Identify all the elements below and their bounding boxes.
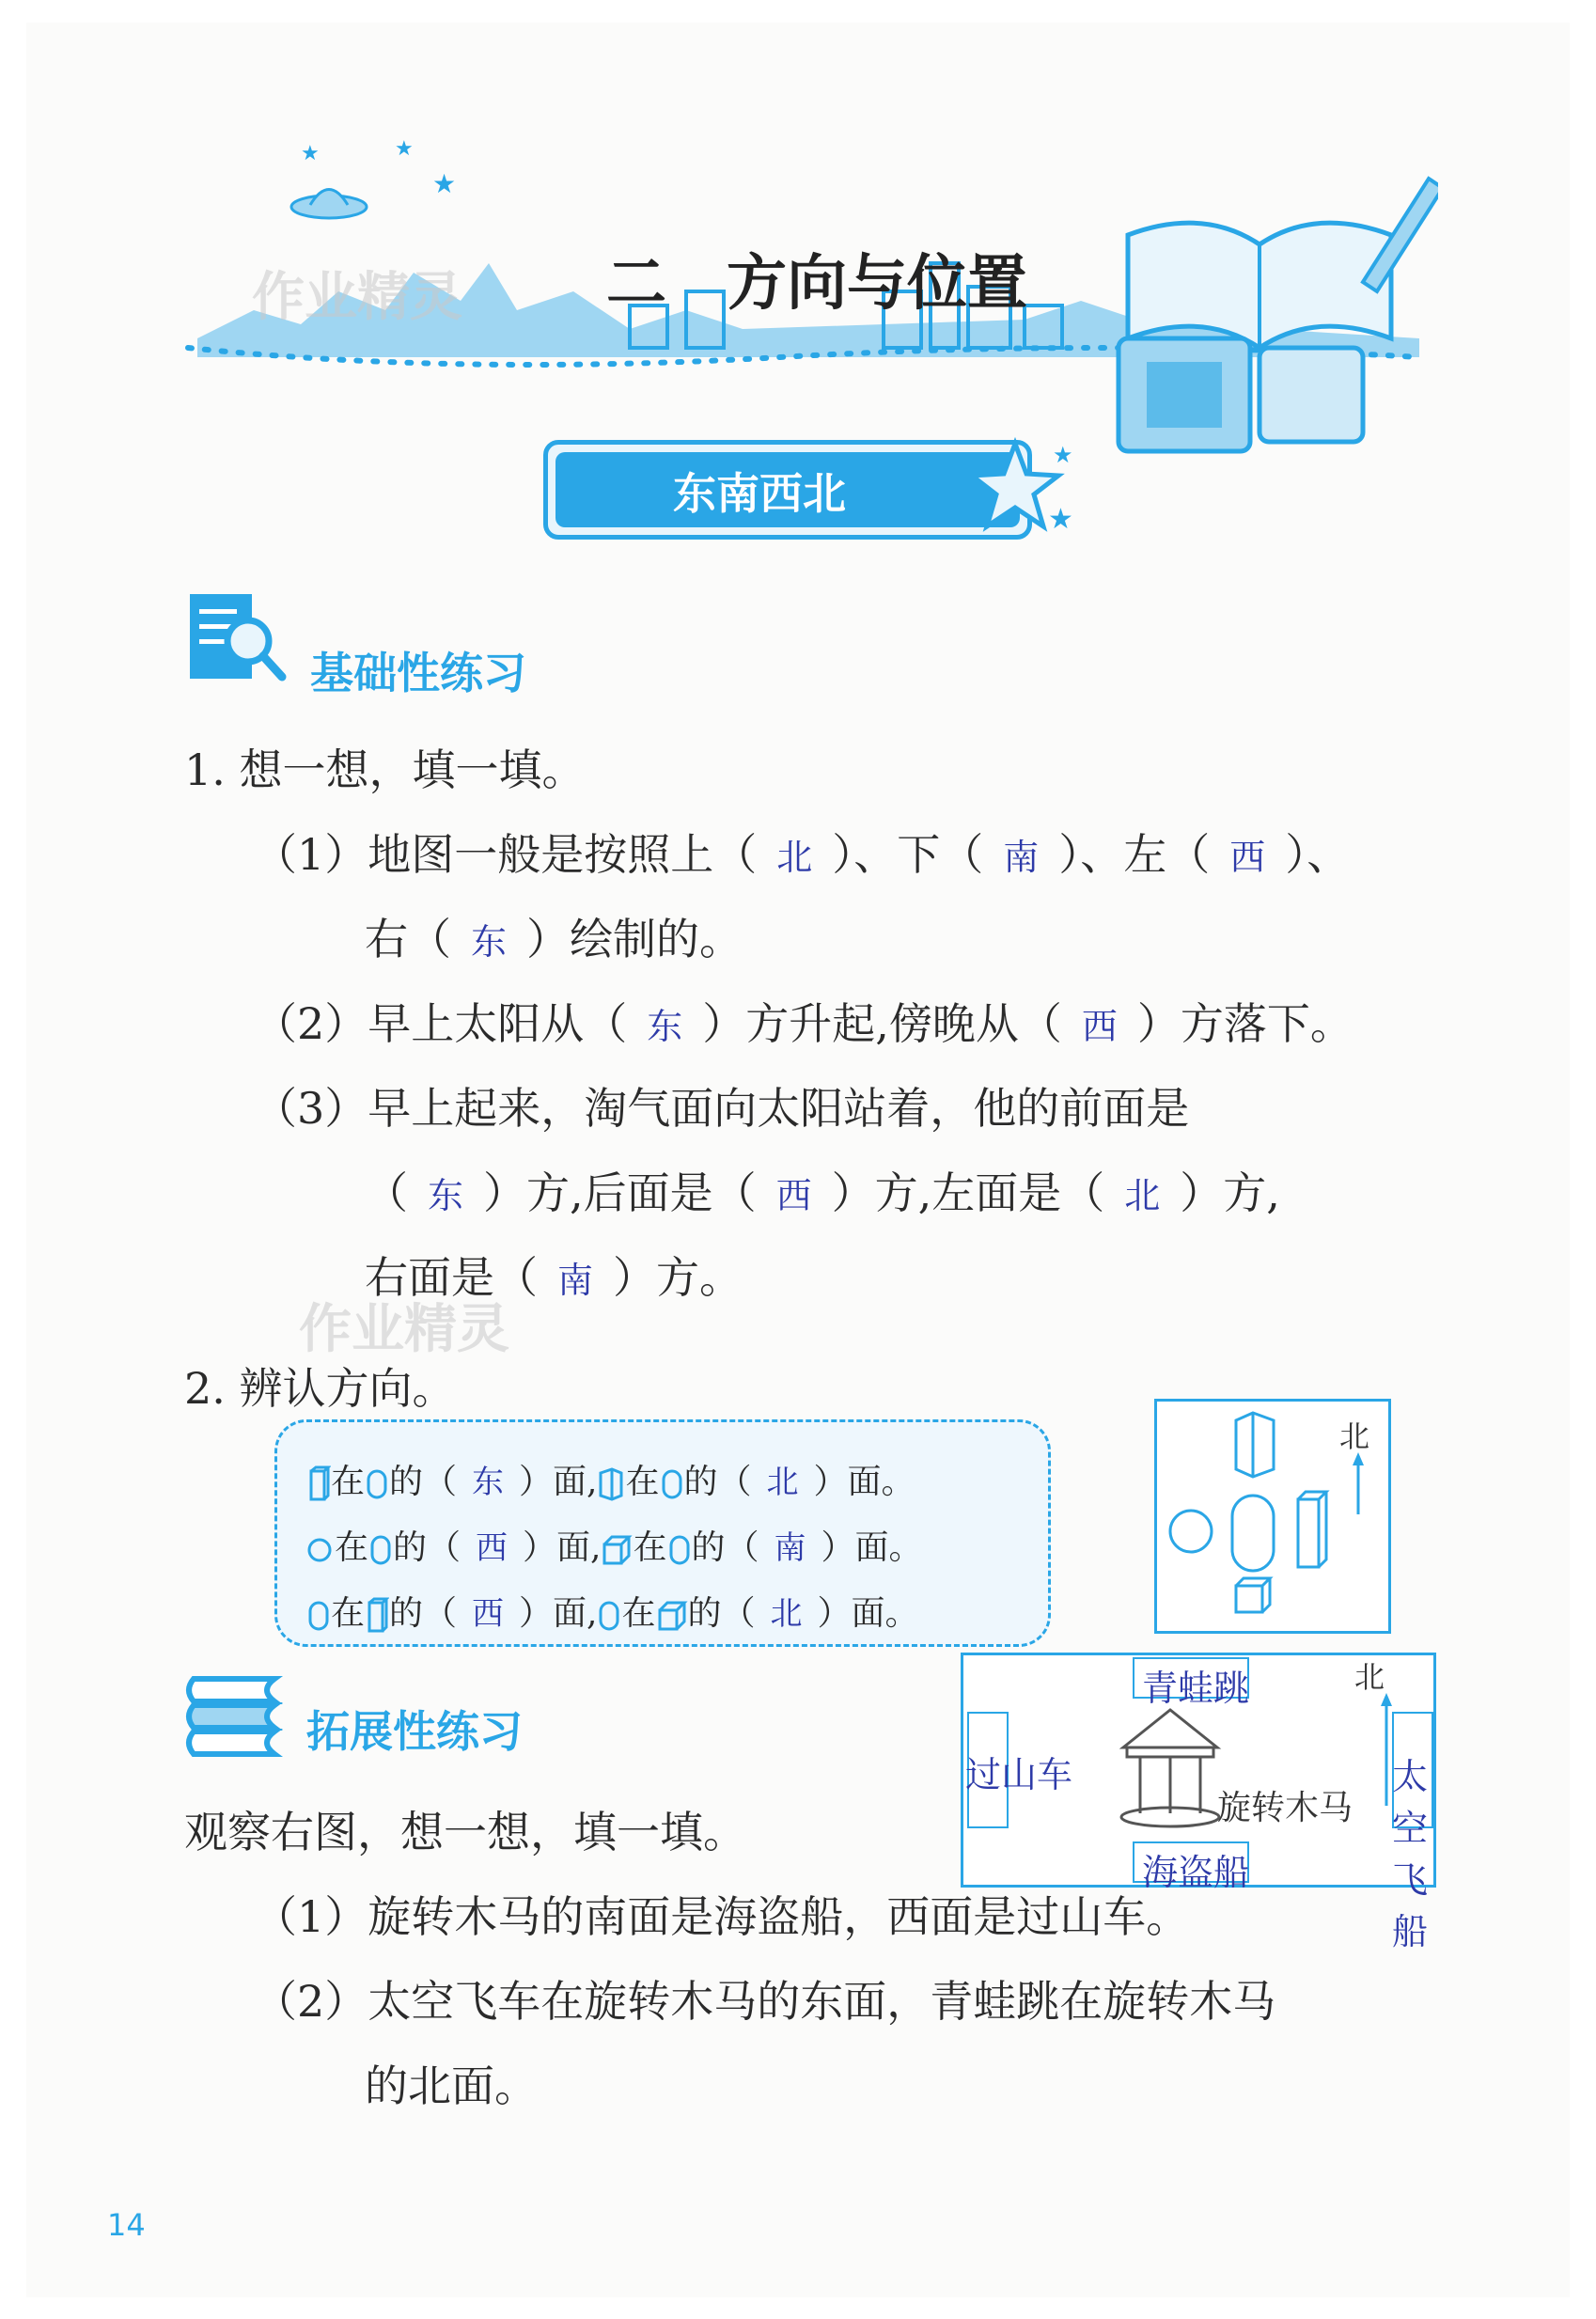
answer: 南 [556, 1260, 593, 1301]
cylinder-icon [365, 1465, 389, 1503]
answer: 东 [470, 921, 507, 963]
q2-row-1: 在 的（ 东 ）面, 在 的（ 北 ）面。 [306, 1455, 915, 1503]
answer: 西 [775, 1175, 812, 1216]
cube-icon [601, 1531, 633, 1569]
sphere-icon [306, 1531, 335, 1569]
q1-prompt: 1. 想一想，填一填。 [184, 744, 586, 795]
ext-prompt: 观察右图，想一想，填一填。 [184, 1807, 746, 1857]
q2-row-2: 在 的（ 西 ）面, 在 的（ 南 ）面。 [306, 1521, 923, 1569]
ext-p1: （1）旋转木马的南面是海盗船，西面是过山车。 [254, 1891, 1190, 1942]
prism-icon [597, 1465, 625, 1503]
cuboid-icon [365, 1597, 389, 1635]
cuboid-icon [306, 1465, 331, 1503]
q1-p2: （2）早上太阳从（ 东 ）方升起,傍晚从（ 西 ）方落下。 [254, 998, 1353, 1049]
map-bottom-label: 海盗船 [1142, 1852, 1250, 1893]
answer: 东 [427, 1175, 463, 1216]
north-label: 北 [1339, 1418, 1370, 1454]
section-heading-extended: 拓展性练习 [306, 1706, 523, 1757]
page-title: 二 方向与位置 [606, 249, 1027, 319]
answer: 南 [1003, 837, 1040, 878]
cube-icon [656, 1597, 688, 1635]
map-top-label: 青蛙跳 [1142, 1668, 1250, 1709]
svg-text:★: ★ [432, 168, 457, 199]
answer: 北 [1124, 1175, 1161, 1216]
watermark: 作业精灵 [252, 267, 462, 328]
map-left-label: 过山车 [965, 1754, 1073, 1795]
star-icon [959, 434, 1081, 538]
q2-row-3: 在 的（ 西 ）面, 在 的（ 北 ）面。 [306, 1587, 919, 1635]
park-map [961, 1653, 1436, 1952]
svg-text:★: ★ [301, 142, 320, 165]
shapes-diagram [1154, 1399, 1391, 1634]
answer: 北 [776, 837, 813, 878]
north-arrow-icon [1377, 1684, 1396, 1815]
carousel-icon [1114, 1700, 1227, 1832]
svg-text:★: ★ [395, 137, 414, 161]
watermark-2: 作业精灵 [299, 1299, 509, 1360]
banner-title: 东南西北 [673, 468, 846, 519]
answer: 西 [1081, 1006, 1118, 1047]
cylinder-icon [667, 1531, 692, 1569]
q1-p3-line2: （ 东 ）方,后面是（ 西 ）方,左面是（ 北 ）方, [365, 1167, 1280, 1218]
svg-text:★: ★ [1053, 442, 1073, 468]
answer: 西 [1229, 837, 1266, 878]
page-number: 14 [107, 2207, 146, 2243]
section-heading-basic: 基础性练习 [310, 648, 526, 698]
q2-prompt: 2. 辨认方向。 [184, 1363, 456, 1414]
svg-text:★: ★ [1048, 503, 1073, 536]
answer: 东 [647, 1006, 683, 1047]
q1-p3-line3: 右面是（ 南 ）方。 [365, 1252, 743, 1303]
ext-p2-line1: （2）太空飞车在旋转木马的东面，青蛙跳在旋转木马 [254, 1976, 1276, 2027]
map-right-label: 太空飞船 [1392, 1756, 1429, 1952]
q1-p3-line1: （3）早上起来，淘气面向太阳站着，他的前面是 [254, 1083, 1190, 1134]
books-icon [184, 1669, 288, 1763]
cylinder-icon [660, 1465, 684, 1503]
q1-p1-line1: （1）地图一般是按照上（ 北 ）、下（ 南 ）、左（ 西 ）、 [254, 829, 1351, 880]
q1-p1-line2: 右（ 东 ）绘制的。 [365, 914, 743, 964]
map-center-label: 旋转木马 [1217, 1789, 1353, 1827]
cylinder-icon [597, 1597, 621, 1635]
cylinder-icon [306, 1597, 331, 1635]
cylinder-icon [368, 1531, 393, 1569]
map-north-label: 北 [1354, 1659, 1385, 1695]
ext-p2-line2: 的北面。 [365, 2060, 538, 2111]
magnifier-doc-icon [184, 588, 288, 692]
